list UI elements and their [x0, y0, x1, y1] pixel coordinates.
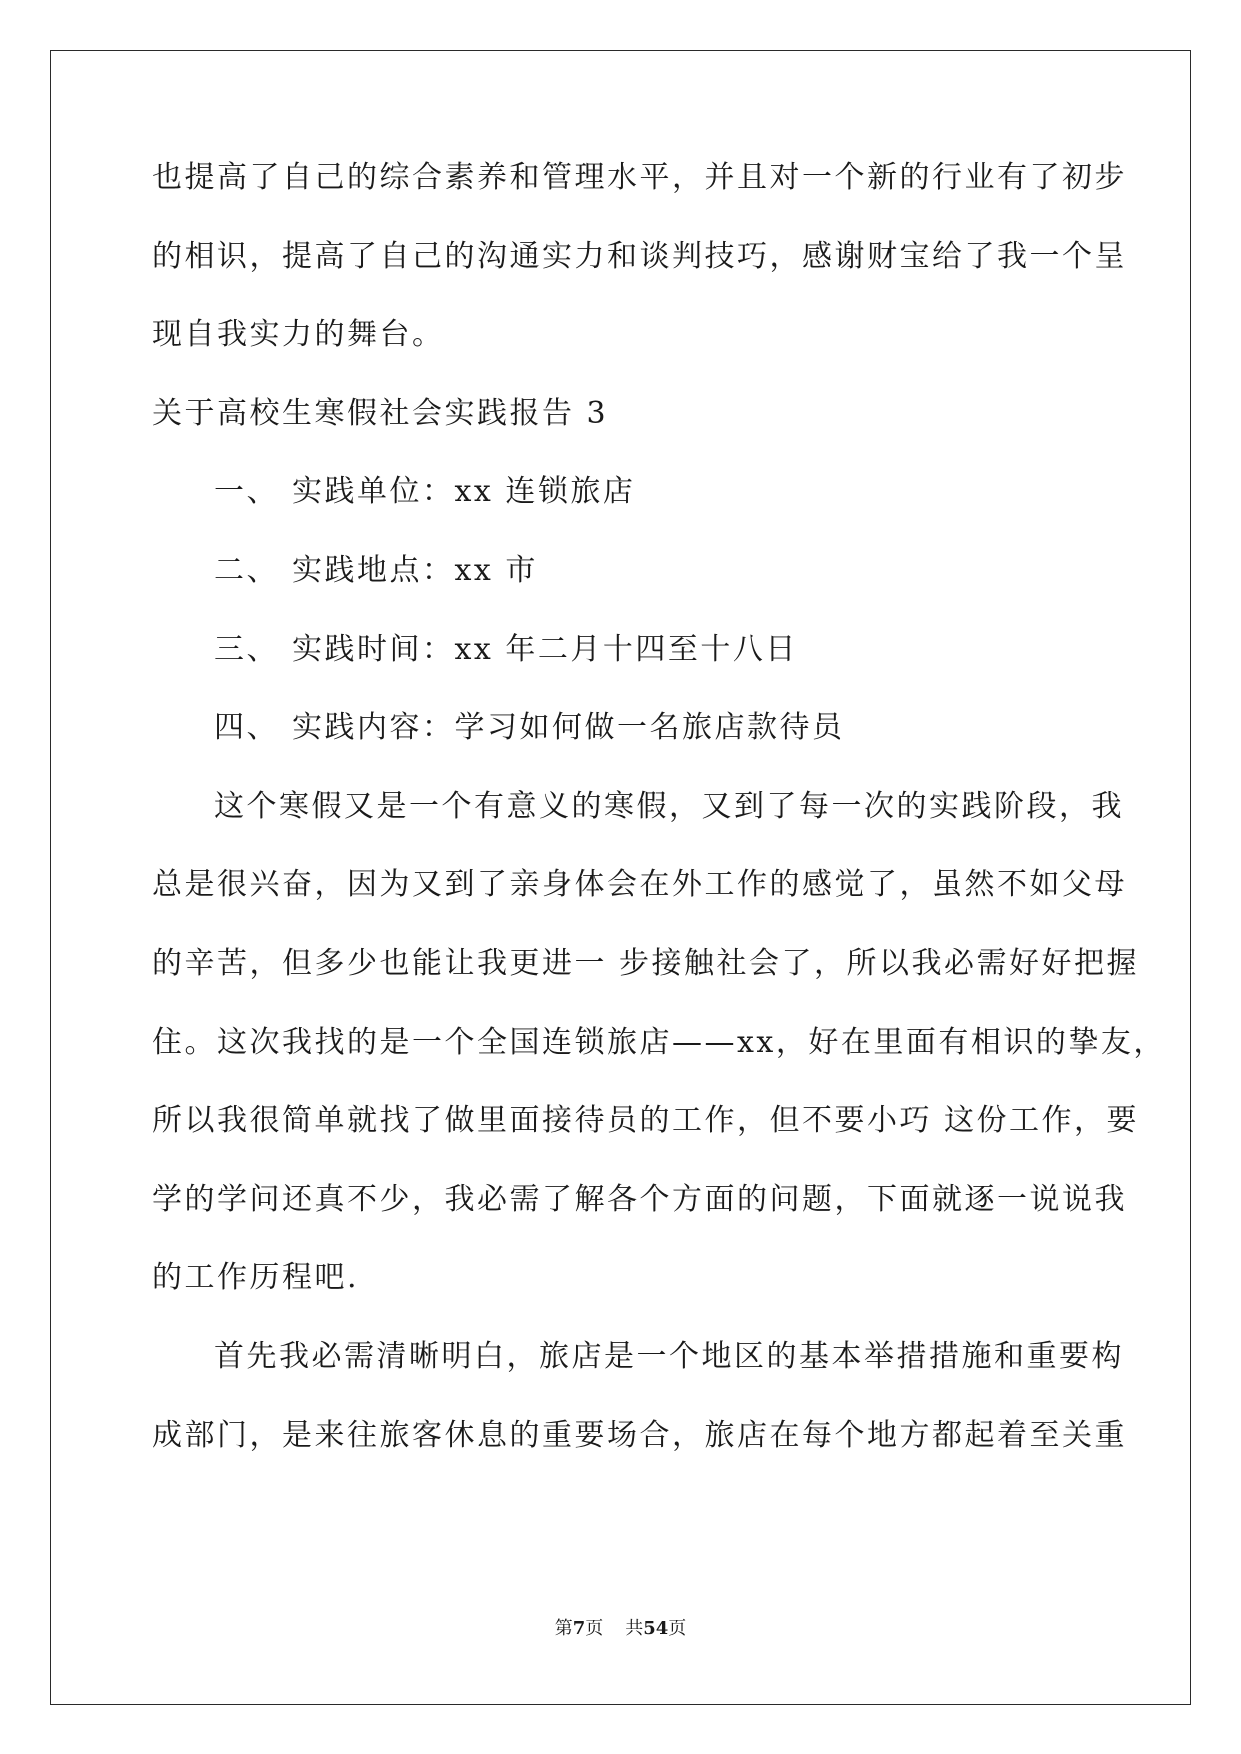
list-text: 实践地点：xx 市: [292, 552, 538, 588]
document-body: [152, 158, 1166, 1494]
total-suffix: 页: [668, 1618, 687, 1639]
paragraph-line: 首先我必需清晰明白，旅店是一个地区的基本举措措施和重要构: [214, 1338, 1124, 1374]
list-item: [152, 630, 1092, 670]
paragraph-line: 的工作历程吧.: [152, 1260, 360, 1296]
list-text: 实践时间：xx 年二月十四至十八日: [292, 631, 798, 667]
page-prefix: 第: [554, 1618, 573, 1639]
paragraph-line: 也提高了自己的综合素养和管理水平，并且对一个新的行业有了初步: [152, 160, 1127, 195]
paragraph-line: 学的学问还真不少，我必需了解各个方面的问题，下面就逐一说说我: [152, 1181, 1127, 1217]
list-item: [152, 708, 1092, 748]
paragraph-line: 总是很兴奋，因为又到了亲身体会在外工作的感觉了，虽然不如父母: [152, 867, 1127, 903]
paragraph-line: 的相识，提高了自己的沟通实力和谈判技巧，感谢财宝给了我一个呈: [152, 238, 1127, 274]
page-suffix: 页: [585, 1618, 604, 1639]
list-marker: 三、: [214, 631, 279, 667]
total-pages: 54: [643, 1618, 669, 1639]
list-text: 实践单位：xx 连锁旅店: [292, 474, 636, 510]
paragraph-line: 成部门，是来往旅客休息的重要场合，旅店在每个地方都起着至关重: [152, 1417, 1127, 1453]
list-item: [152, 551, 1092, 591]
list-marker: 四、: [214, 710, 279, 746]
list-item: [152, 472, 1092, 512]
paragraph-line: 住。这次我找的是一个全国连锁旅店——xx，好在里面有相识的挚友，: [152, 1024, 1166, 1060]
paragraph-line: 这个寒假又是一个有意义的寒假，又到了每一次的实践阶段，我: [214, 788, 1124, 824]
paragraph-line: 所以我很简单就找了做里面接待员的工作，但不要小巧 这份工作，要: [152, 1103, 1140, 1139]
section-title: 关于高校生寒假社会实践报告 3: [152, 395, 609, 431]
list-marker: 一、: [214, 474, 279, 510]
paragraph-line: 现自我实力的舞台。: [152, 317, 445, 353]
page-number: 7: [572, 1618, 586, 1639]
total-prefix: 共: [625, 1618, 644, 1639]
list-marker: 二、: [214, 552, 279, 588]
page-footer: [0, 1617, 1241, 1641]
list-text: 实践内容：学习如何做一名旅店款待员: [292, 710, 845, 746]
paragraph-line: 的辛苦，但多少也能让我更进一 步接触社会了，所以我必需好好把握: [152, 945, 1140, 981]
